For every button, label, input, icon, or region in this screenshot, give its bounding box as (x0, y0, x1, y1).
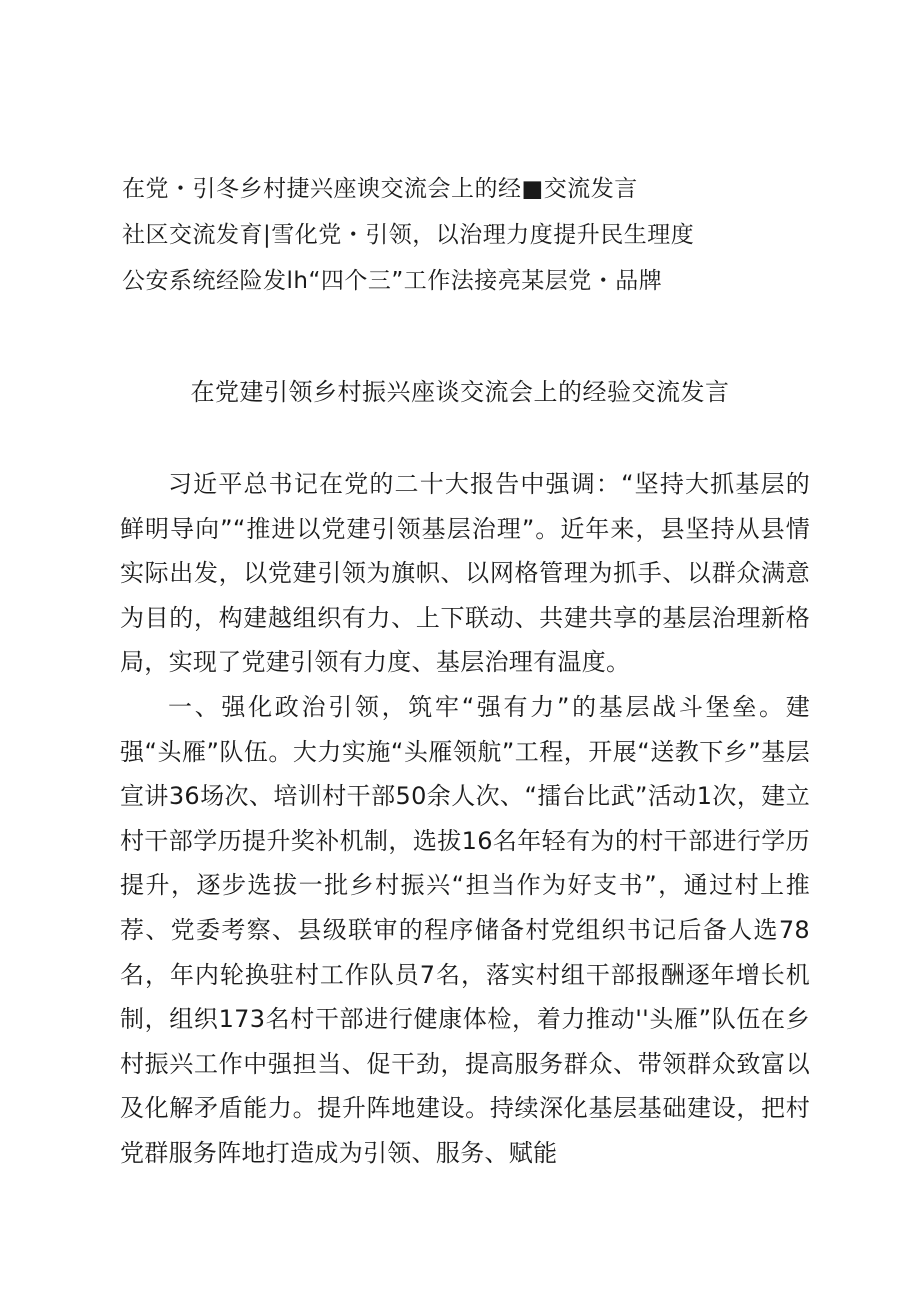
toc-item: 在党・引冬乡村捷兴座谀交流会上的经■交流发言 (122, 176, 638, 202)
paragraph-intro: 习近平总书记在党的二十大报告中强调：“坚持大抓基层的鲜明导向”“推进以党建引领基层治理”。近年来，县坚持从县情实际出发，以党建引领为旗帜、以网格管理为抓手、以群众满意为目的，构建越组织有力、上下联动、共建共享的基层治理新格局，实现了党建引领有力度、基层治理有温度。 (120, 470, 810, 677)
paragraph-section-one: 一、强化政治引领，筑牢“强有力”的基层战斗堡垒。建强“头雁”队伍。大力实施“头雁领航”工程，开展“送教下乡”基层宣讲36场次、培训村干部50余人次、“擂台比武”活动1次，建立村干部学历提升奖补机制，选拔16名年轻有为的村干部进行学历提升，逐步选拔一批乡村振兴“担当作为好支书”，通过村上推荐、党委考察、县级联审的程序储备村党组织书记后备人选78名，年内轮换驻村工作队员7名，落实村组干部报酬逐年增长机制，组织173名村干部进行健康体检，着力推动''头雁”队伍在乡村振兴工作中强担当、促干劲，提高服务群众、带领群众致富以及化解矛盾能力。提升阵地建设。持续深化基层基础建设，把村党群服务阵地打造成为引领、服务、赋能 (120, 692, 810, 1167)
toc-item: 公安系统经险发lh“四个三”工作法接亮某层党・品牌 (122, 268, 663, 294)
document-title: 在党建引领乡村振兴座谈交流会上的经验交流发言 (190, 378, 730, 406)
table-of-contents (122, 166, 822, 304)
document-body (120, 462, 810, 1176)
toc-item: 社区交流发育|雪化党・引领，以治理力度提升民生理度 (122, 222, 695, 248)
